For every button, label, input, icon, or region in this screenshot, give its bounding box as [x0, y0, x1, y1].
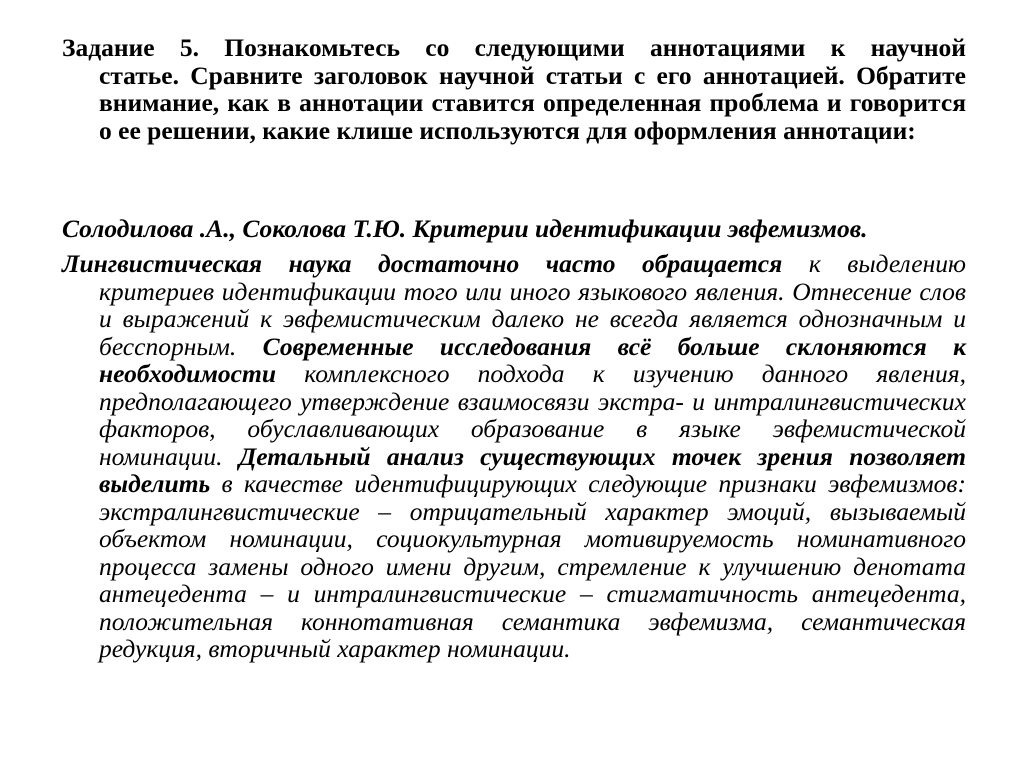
article-citation: Солодилова .А., Соколова Т.Ю. Критерии идентификации эвфемизмов.: [62, 214, 868, 243]
abstract-cliche-1: Лингвистическая наука достаточно часто обращается: [62, 249, 783, 278]
abstract-paragraph: [62, 250, 966, 663]
abstract-cliche-2: Современные исследования всё больше склоняются к необходимости: [99, 331, 966, 388]
abstract-text-1: к выделению критериев идентификации того или иного языкового явления. Отнесение слов и выражений к эвфемистическим далеко не всегда является однозначным и бесспорным.: [99, 249, 966, 361]
task-instruction: [62, 34, 966, 144]
task-continuation: статье. Сравните заголовок научной статьи с его аннотацией. Обратите внимание, как в аннотации ставится определенная проблема и говорится о ее решении, какие клише используются для оформления аннотации:: [99, 60, 966, 145]
abstract-cliche-3: Детальный анализ существующих точек зрения позволяет выделить: [99, 441, 966, 498]
abstract-text-2: комплексного подхода к изучению данного явления, предполагающего утверждение взаимосвязи экстра- и интралингвистических факторов, обуславливающих образование в языке эвфемистической номинации.: [99, 359, 966, 471]
task-first-line: Задание 5. Познакомьтесь со следующими аннотациями к научной: [62, 33, 966, 62]
abstract-text-3: в качестве идентифицирующих следующие признаки эвфемизмов: экстралингвистические – отрицательный характер эмоций, вызываемый объектом номинации, социокультурная мотивируемость номинативного процесса замены одного имени другим, стремление к улучшению денотата антецедента – и интралингвистические – стигматичность антецедента, положительная коннотативная семантика эвфемизма, семантическая редукция, вторичный характер номинации.: [99, 469, 966, 663]
